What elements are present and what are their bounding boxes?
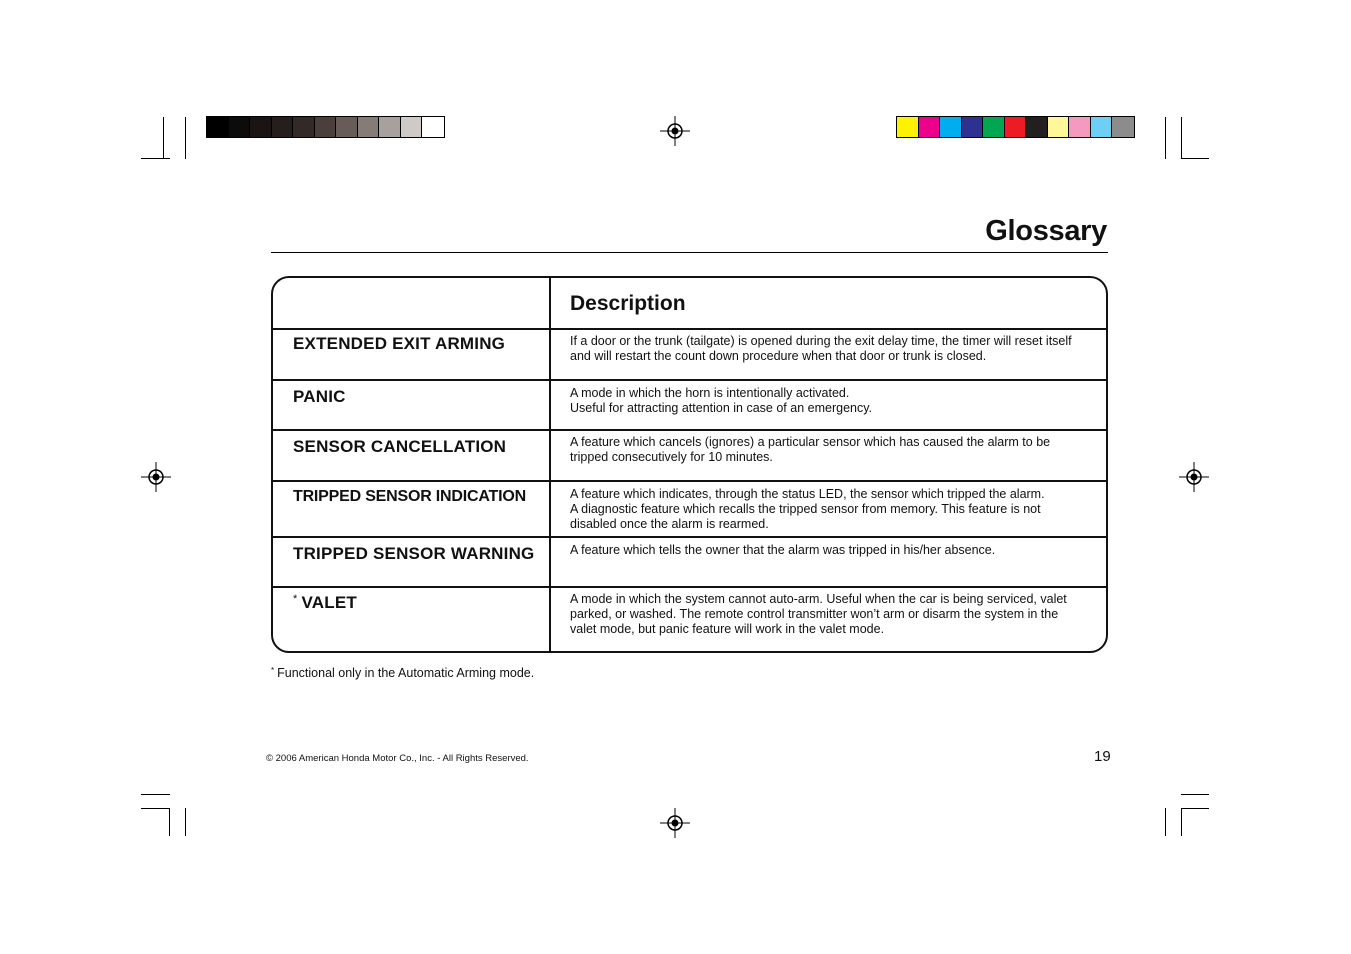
row-divider (273, 328, 1106, 330)
color-swatch (1091, 117, 1113, 137)
color-swatch (1026, 117, 1048, 137)
title-divider (271, 252, 1108, 253)
registration-mark-icon (1179, 462, 1209, 492)
glossary-term: TRIPPED SENSOR WARNING (293, 544, 535, 563)
color-swatch (1112, 117, 1134, 137)
row-divider (273, 429, 1106, 431)
color-swatch (379, 117, 401, 137)
glossary-description: A mode in which the horn is intentionally activated. Useful for attracting attention in case of an emergency. (570, 386, 873, 415)
color-swatch (229, 117, 251, 137)
footnote-marker: * (293, 593, 298, 605)
glossary-term: PANIC (293, 387, 346, 406)
registration-mark-icon (660, 808, 690, 838)
footnote-marker: * (271, 666, 275, 675)
page-number: 19 (1094, 748, 1111, 765)
glossary-description: A feature which indicates, through the status LED, the sensor which tripped the alarm. A diagnostic feature which recalls the tripped sensor from memory. This feature is not disabled once the alarm is rearmed. (570, 487, 1045, 531)
grayscale-calibration-bar (206, 116, 445, 138)
color-swatch (940, 117, 962, 137)
color-swatch (897, 117, 919, 137)
footnote: * Functional only in the Automatic Arming mode. (271, 666, 535, 680)
glossary-term: EXTENDED EXIT ARMING (293, 334, 506, 353)
color-swatch (919, 117, 941, 137)
glossary-description: A feature which tells the owner that the alarm was tripped in his/her absence. (570, 543, 996, 557)
color-swatch (250, 117, 272, 137)
glossary-term: SENSOR CANCELLATION (293, 437, 507, 456)
registration-mark-icon (660, 116, 690, 146)
copyright-notice: © 2006 American Honda Motor Co., Inc. - All Rights Reserved. (266, 753, 529, 764)
registration-mark-icon (141, 462, 171, 492)
glossary-description: A mode in which the system cannot auto-arm. Useful when the car is being serviced, valet parked, or washed. The remote control transmitter won’t arm or disarm the system in the valet mode, but panic feature will work in the valet mode. (570, 592, 1067, 636)
color-swatch (336, 117, 358, 137)
glossary-table (271, 276, 1108, 653)
row-divider (273, 379, 1106, 381)
color-swatch (1048, 117, 1070, 137)
glossary-term: TRIPPED SENSOR INDICATION (293, 488, 526, 505)
color-swatch (1069, 117, 1091, 137)
color-swatch (401, 117, 423, 137)
color-swatch (983, 117, 1005, 137)
color-swatch (358, 117, 380, 137)
glossary-term: * VALET (293, 593, 357, 612)
color-calibration-bar (896, 116, 1135, 138)
row-divider (273, 536, 1106, 538)
glossary-description: If a door or the trunk (tailgate) is opened during the exit delay time, the timer will reset itself and will restart the count down procedure when that door or trunk is closed. (570, 334, 1072, 363)
color-swatch (293, 117, 315, 137)
column-divider (549, 278, 551, 651)
color-swatch (315, 117, 337, 137)
description-column-header: Description (570, 292, 686, 315)
row-divider (273, 480, 1106, 482)
page-title: Glossary (985, 215, 1107, 247)
color-swatch (207, 117, 229, 137)
glossary-description: A feature which cancels (ignores) a particular sensor which has caused the alarm to be tripped consecutively for 10 minutes. (570, 435, 1051, 464)
color-swatch (1005, 117, 1027, 137)
row-divider (273, 586, 1106, 588)
color-swatch (962, 117, 984, 137)
color-swatch (272, 117, 294, 137)
color-swatch (422, 117, 444, 137)
